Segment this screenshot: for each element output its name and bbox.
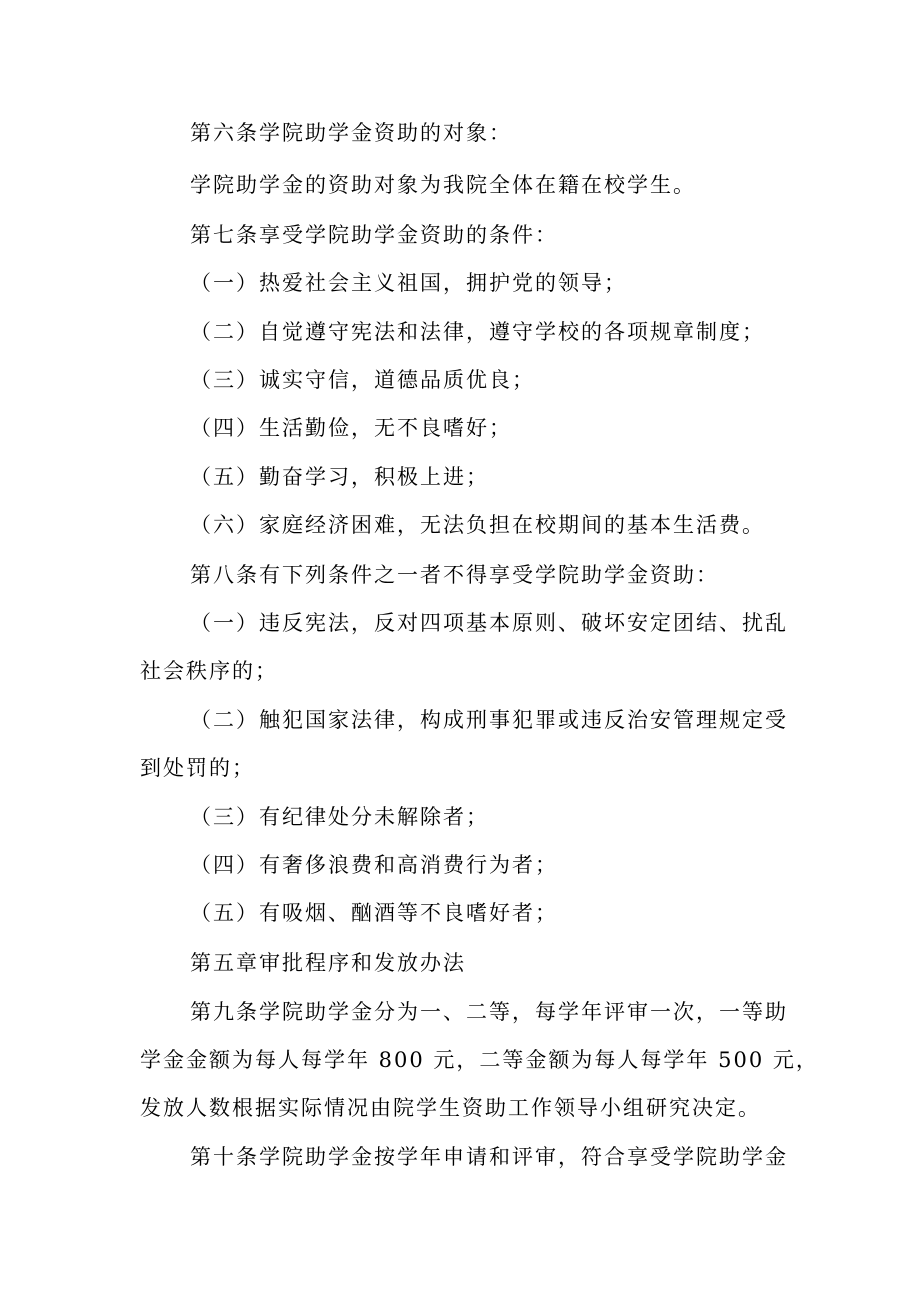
article-7-item-3: （三）诚实守信，道德品质优良； [190,368,535,392]
article-8-item-2-line-2: 到处罚的； [140,756,255,780]
article-8-item-1-line-2: 社会秩序的； [140,659,278,683]
article-9-line-3: 发放人数根据实际情况由院学生资助工作领导小组研究决定。 [140,1096,761,1120]
article-8-item-4: （四）有奢侈浪费和高消费行为者； [190,853,558,877]
article-6-heading: 第六条学院助学金资助的对象： [190,121,512,145]
article-8-item-2-line-1: （二）触犯国家法律，构成刑事犯罪或违反治安管理规定受 [190,708,788,732]
article-7-item-5: （五）勤奋学习，积极上进； [190,465,489,489]
article-10-line-1: 第十条学院助学金按学年申请和评审，符合享受学院助学金 [190,1145,788,1169]
article-8-item-3: （三）有纪律处分未解除者； [190,805,489,829]
article-9-line-2: 学金金额为每人每学年 800 元，二等金额为每人每学年 500 元， [140,1048,819,1072]
article-7-heading: 第七条享受学院助学金资助的条件： [190,223,558,247]
article-7-item-2: （二）自觉遵守宪法和法律，遵守学校的各项规章制度； [190,320,765,344]
chapter-5-heading: 第五章审批程序和发放办法 [190,951,466,975]
article-8-item-1-line-1: （一）违反宪法，反对四项基本原则、破坏安定团结、扰乱 [190,611,788,635]
article-7-item-6: （六）家庭经济困难，无法负担在校期间的基本生活费。 [190,513,765,537]
article-7-item-1: （一）热爱社会主义祖国，拥护党的领导； [190,271,627,295]
article-8-heading: 第八条有下列条件之一者不得享受学院助学金资助： [190,563,719,587]
article-8-item-5: （五）有吸烟、酗酒等不良嗜好者； [190,901,558,925]
article-9-line-1: 第九条学院助学金分为一、二等，每学年评审一次，一等助 [190,1000,788,1024]
article-7-item-4: （四）生活勤俭，无不良嗜好； [190,416,512,440]
article-6-body: 学院助学金的资助对象为我院全体在籍在校学生。 [190,173,696,197]
